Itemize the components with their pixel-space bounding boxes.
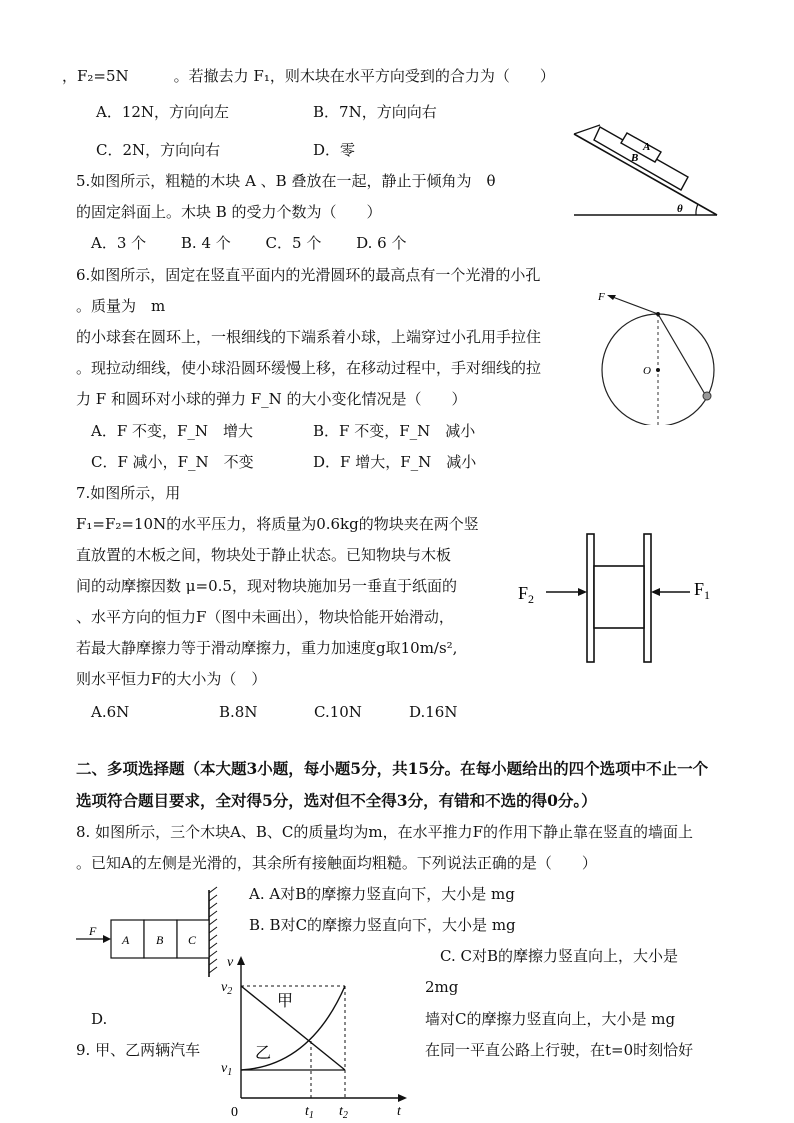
q7-option-b: B.8N: [219, 703, 258, 721]
question-7-stem: 7.如图所示，用: [76, 484, 181, 502]
section-heading-2: 选项符合题目要求，全对得5分，选对但不全得3分，有错和不选的得0分。）: [76, 791, 597, 810]
label-c: C: [188, 933, 197, 947]
q5-options: A．3 个 B. 4 个 C．5 个 D. 6 个: [91, 234, 407, 252]
q6-option-a: A．F 不变，F_N 增大: [91, 422, 254, 440]
q6-option-b: B．F 不变，F_N 减小: [313, 422, 476, 440]
question-7-stem-3: 直放置的木板之间，物块处于静止状态。已知物块与木板: [76, 546, 452, 564]
label-yi: 乙: [255, 1045, 272, 1062]
question-6-stem: 6.如图所示，固定在竖直平面内的光滑圆环的最高点有一个光滑的小孔: [76, 266, 541, 284]
label-a: A: [643, 141, 651, 153]
q8-option-b: B. B对C的摩擦力竖直向下，大小是 mg: [249, 916, 516, 934]
question-9-stem-b: 在同一平直公路上行驶，在t=0时刻恰好: [425, 1041, 694, 1059]
label-f2: $F_2$: [518, 583, 535, 606]
question-6-stem-3: 的小球套在圆环上，一根细线的下端系着小球，上端穿过小孔用手拉住: [76, 328, 542, 346]
q8-option-a: A. A对B的摩擦力竖直向下，大小是 mg: [249, 885, 515, 903]
label-v2: $v_2$: [221, 980, 233, 997]
label-v1: $v_1$: [221, 1061, 233, 1078]
q8-option-d-letter: D.: [91, 1010, 108, 1028]
vt-graph-figure: [215, 948, 415, 1120]
label-t2: $t_2$: [339, 1104, 348, 1120]
label-t1: $t_1$: [305, 1104, 314, 1120]
question-7-stem-2: F₁=F₂=10N的水平压力，将质量为0.6kg的物块夹在两个竖: [76, 515, 479, 533]
section-heading: 二、多项选择题（本大题3小题，每小题5分，共15分。在每小题给出的四个选项中不止一个: [76, 759, 709, 778]
question-9-stem-a: 9. 甲、乙两辆汽车: [76, 1041, 201, 1059]
q8-option-c: C. C对B的摩擦力竖直向上，大小是: [440, 947, 678, 965]
question-4-tail: ，F₂=5N 。若撤去力 F₁，则木块在水平方向受到的合力为（ ）: [62, 67, 555, 85]
label-a: A: [122, 933, 130, 947]
label-f: F: [89, 924, 97, 938]
label-f: F: [598, 291, 605, 303]
q6-option-c: C．F 减小，F_N 不变: [91, 453, 254, 471]
question-5-stem-2: 的固定斜面上。木块 B 的受力个数为（ ）: [76, 203, 382, 221]
question-5-stem: 5.如图所示，粗糙的木块 A 、B 叠放在一起，静止于倾角为 θ: [76, 172, 496, 190]
question-7-stem-6: 若最大静摩擦力等于滑动摩擦力，重力加速度g取10m/s²,: [76, 639, 458, 657]
question-7-stem-5: 、水平方向的恒力F（图中未画出），物块恰能开始滑动，: [76, 608, 454, 626]
q6-option-d: D．F 增大，F_N 减小: [313, 453, 477, 471]
label-v: v: [227, 955, 234, 970]
q4-option-d: D．零: [313, 141, 356, 159]
label-theta: θ: [677, 203, 683, 215]
q4-option-b: B．7N，方向向右: [313, 103, 437, 121]
label-jia: 甲: [277, 993, 294, 1010]
label-origin: 0: [231, 1105, 238, 1120]
question-6-stem-2: 。质量为 m: [76, 297, 166, 315]
question-8-stem: 8. 如图所示，三个木块A、B、C的质量均为m，在水平推力F的作用下静止靠在竖直的墙面上: [76, 823, 694, 841]
q7-option-d: D.16N: [409, 703, 458, 721]
q7-option-a: A.6N: [91, 703, 130, 721]
q8-option-c-2: 2mg: [425, 978, 459, 996]
question-8-stem-2: 。已知A的左侧是光滑的，其余所有接触面均粗糙。下列说法正确的是（ ）: [76, 854, 597, 872]
question-6-stem-5: 力 F 和圆环对小球的弹力 F_N 的大小变化情况是（ ）: [76, 390, 467, 408]
question-7-stem-4: 间的动摩擦因数 μ=0.5，现对物块施加另一垂直于纸面的: [76, 577, 457, 595]
question-6-stem-4: 。现拉动细线，使小球沿圆环缓慢上移，在移动过程中，手对细线的拉: [76, 359, 542, 377]
ring-figure: [590, 285, 730, 425]
label-o: O: [643, 365, 651, 377]
q8-option-d: 墙对C的摩擦力竖直向上，大小是 mg: [425, 1010, 676, 1028]
incline-figure: [570, 120, 725, 220]
label-t-axis: t: [397, 1104, 401, 1119]
boards-figure: [510, 528, 725, 668]
label-f1: $F_1$: [694, 579, 711, 602]
q4-option-c: C．2N，方向向右: [96, 141, 221, 159]
label-b: B: [156, 933, 164, 947]
question-7-stem-7: 则水平恒力F的大小为（ ）: [76, 670, 267, 688]
q7-option-c: C.10N: [314, 703, 362, 721]
blocks-figure: [72, 885, 222, 980]
label-b: B: [631, 152, 639, 164]
q4-option-a: A．12N，方向向左: [96, 103, 230, 121]
